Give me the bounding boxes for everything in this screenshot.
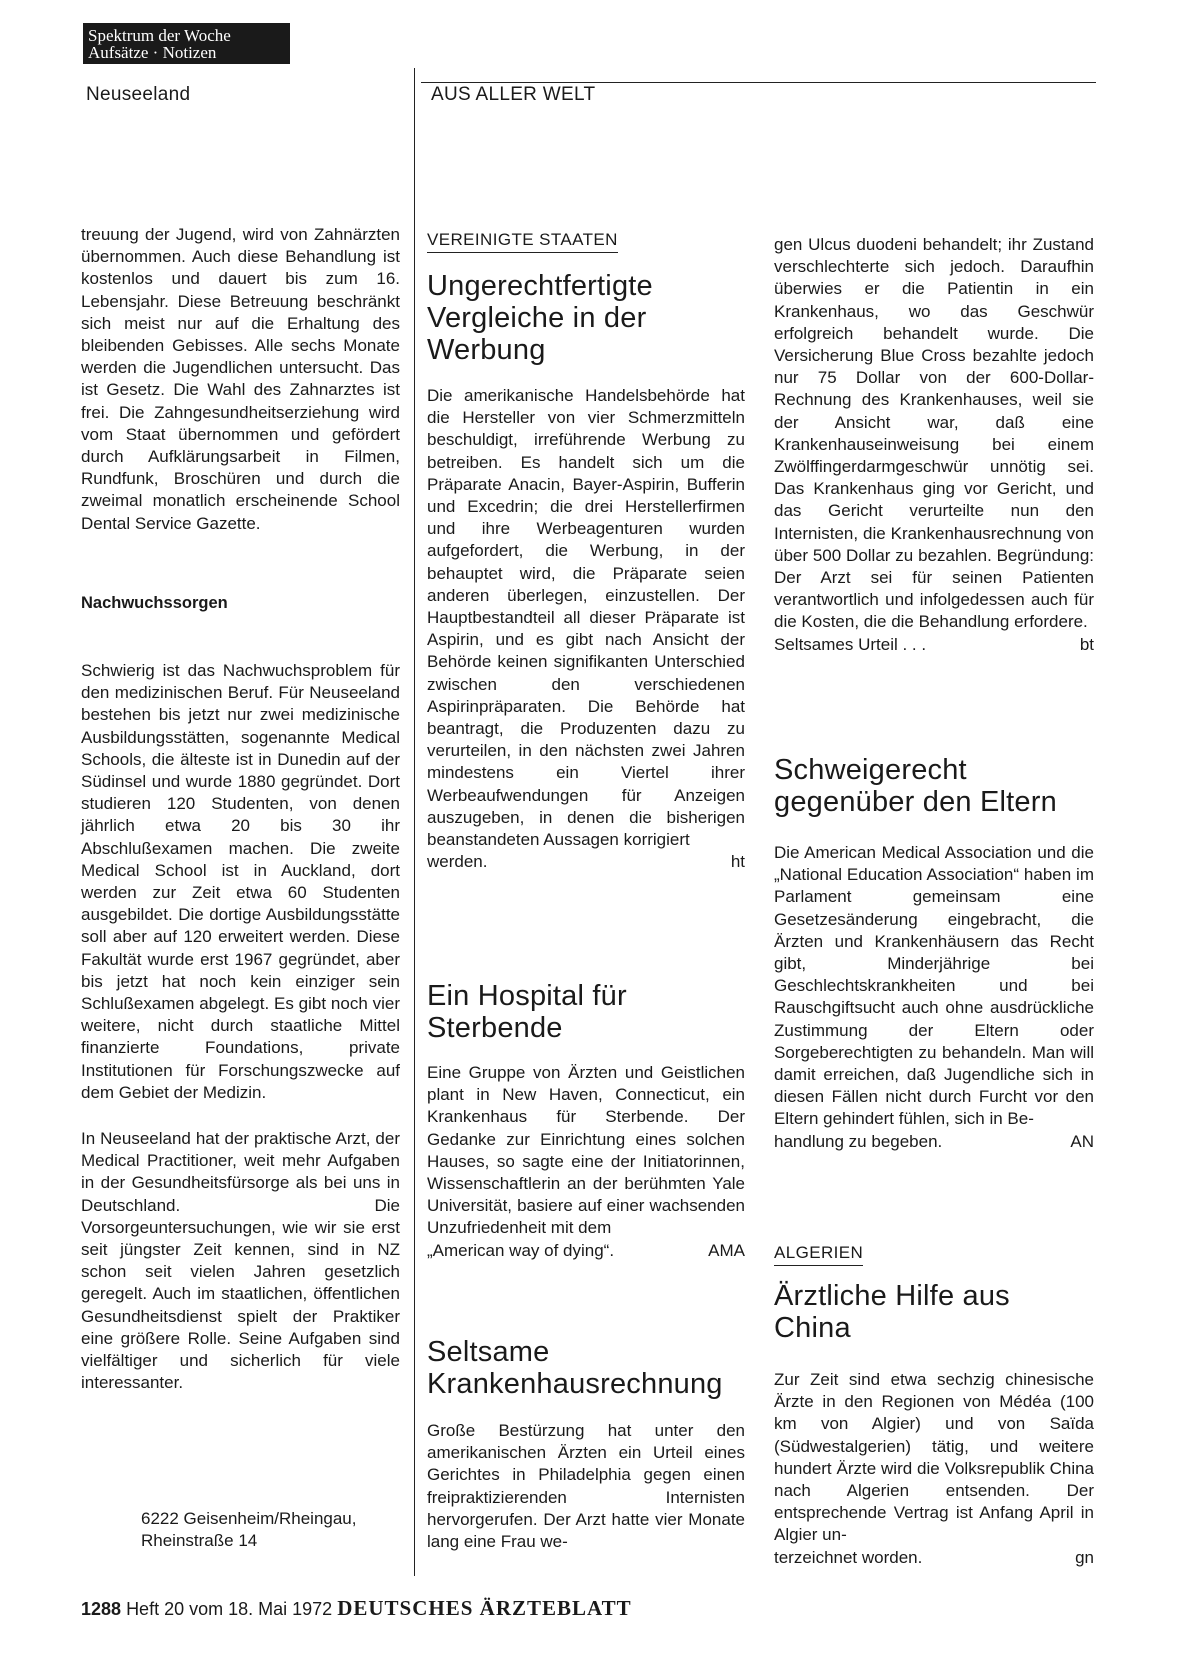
headline-krankenhausrechnung: Seltsame Krankenhausrechnung <box>427 1336 723 1400</box>
page-number: 1288 <box>81 1599 122 1619</box>
article-werbung-last-line: werden. <box>427 852 488 872</box>
headline-werbung: Ungerechtfertigte Vergleiche in der Werbung <box>427 270 653 366</box>
article-china-body: Zur Zeit sind etwa sechzig chinesische Ärzte in den Regionen von Médéa (100 km von Algier) und von Saïda (Südwestalgerien) tätig, und weitere hundert Ärzte wird die Volksrepublik China nach Algerien entsenden. Der entsprechende Vertrag ist Anfang April in Algier un- <box>774 1370 1094 1545</box>
section-header-badge <box>83 23 290 64</box>
article-krankenhausrechnung-continued-body: gen Ulcus duodeni behandelt; ihr Zustand verschlechterte sich jedoch. Daraufhin überwies er die Patientin in ein Krankenhaus, wo das Geschwür erfolgreich behandelt wurde. Die Versicherung Blue Cross bezahlte jedoch nur 75 Dollar von der 600-Dollar-Rechnung des Krankenhauses, weil sie der Ansicht war, daß eine Krankenhauseinweisung bei einem Zwölffingerdarmgeschwür unnötig sei. Das Krankenhaus ging vor Gericht, und das Gericht verurteilte nun den Internisten, die Krankenhausrechnung von über 500 Dollar zu bezahlen. Begründung: Der Arzt sei für seinen Patienten verantwortlich und infolgedessen auch für die Kosten, die die Behandlung erfordere. <box>774 235 1094 632</box>
article-werbung <box>427 385 745 873</box>
article-china-signature: gn <box>1075 1547 1094 1567</box>
article-krankenhausrechnung-body: Große Bestürzung hat unter den amerikanischen Ärzten ein Urteil eines Gerichtes in Philadelphia gegen einen freipraktizierenden Internisten hervorgerufen. Der Arzt hatte vier Monate lang eine Frau we- <box>427 1421 745 1552</box>
author-address <box>141 1508 401 1552</box>
article-schweigerecht-signature: AN <box>1070 1131 1094 1151</box>
column-1-part-4 <box>81 1128 400 1394</box>
column-1-part-1 <box>81 224 400 535</box>
article-schweigerecht-last-line: handlung zu begeben. <box>774 1131 943 1151</box>
section-label-right: AUS ALLER WELT <box>431 84 596 105</box>
article-schweigerecht <box>774 842 1094 1153</box>
article-krankenhausrechnung-last-line: Seltsames Urteil . . . <box>774 634 927 654</box>
article-hospital-last-line: „American way of dying“. <box>427 1240 615 1260</box>
section-label-left: Neuseeland <box>86 84 191 105</box>
article-krankenhausrechnung-continued <box>774 234 1094 656</box>
article-hospital-body: Eine Gruppe von Ärzten und Geistlichen plant in New Haven, Connecticut, ein Krankenhaus für Sterbende. Der Gedanke zur Einrichtung eines solchen Hauses, so sagte eine der Initiatorinnen, Wissenschaftlerin an der berühmten Yale Universität, basiere auf einer wachsenden Unzufriedenheit mit dem <box>427 1063 745 1238</box>
subheading-nachwuchssorgen: Nachwuchssorgen <box>81 594 228 612</box>
header-line-1: Spektrum der Woche <box>88 26 231 45</box>
col1-paragraph-2: Schwierig ist das Nachwuchsproblem für den medizinischen Beruf. Für Neuseeland bestehen bis jetzt nur zwei medizinische Ausbildungsstätten, sogenannte Medical Schools, die älteste ist in Dunedin auf der Südinsel und wurde 1880 gegründet. Dort studieren 120 Studenten, von denen jährlich etwa 20 bis 30 ihr Abschlußexamen machen. Die zweite Medical School ist in Auckland, dort werden zur Zeit etwa 60 Studenten ausgebildet. Die dortige Ausbildungsstätte soll aber auf 120 erweitert werden. Diese Fakultät wurde erst 1967 gegründet, aber bis jetzt hat noch kein einziger sein Schlußexamen abgelegt. Es gibt noch vier weitere, nicht durch staatliche Mittel finanzierte Foundations, private Institutionen für Forschungszwecke auf dem Gebiet der Medizin. <box>81 661 400 1102</box>
address-line-1: 6222 Geisenheim/Rheingau, <box>141 1509 357 1528</box>
article-krankenhausrechnung-signature: bt <box>1079 634 1094 654</box>
top-rule <box>421 82 1096 83</box>
address-line-2: Rheinstraße 14 <box>141 1531 258 1550</box>
article-krankenhausrechnung <box>427 1420 745 1553</box>
article-werbung-signature: ht <box>730 852 745 872</box>
kicker-vereinigte-staaten: VEREINIGTE STAATEN <box>427 230 618 253</box>
header-line-2: Aufsätze · Notizen <box>88 43 217 62</box>
article-schweigerecht-body: Die American Medical Association und die „National Education Association“ haben im Parlament gemeinsam eine Gesetzesänderung eingebracht, die Ärzten und Krankenhäusern das Recht gibt, Minderjährige bei Geschlechtskrankheiten und bei Rauschgiftsucht auch ohne ausdrückliche Zustimmung der Eltern oder Sorgeberechtigten zu behandeln. Man will damit erreichen, daß Jugendliche sich in diesen Fällen nicht durch Furcht vor den Eltern gehindert fühlen, sich in Be- <box>774 843 1094 1129</box>
col1-paragraph-3: In Neuseeland hat der praktische Arzt, der Medical Practitioner, weit mehr Aufgaben in der Gesundheitsfürsorge als bei uns in Deutschland. Die Vorsorgeuntersuchungen, wie wir sie erst seit jüngster Zeit kennen, sind in NZ schon seit vielen Jahren gesetzlich geregelt. Auch im staatlichen, öffentlichen Gesundheitsdienst spielt der Praktiker eine größere Rolle. Seine Aufgaben sind vielfältiger und sicherlich für viele interessanter. <box>81 1129 400 1393</box>
article-hospital <box>427 1062 745 1262</box>
article-hospital-signature: AMA <box>708 1240 745 1260</box>
column-divider <box>414 68 415 1576</box>
issue-info: Heft 20 vom 18. Mai 1972 <box>126 1599 333 1619</box>
column-1-part-3 <box>81 660 400 1104</box>
column-1-part-2 <box>81 592 400 614</box>
kicker-algerien: ALGERIEN <box>774 1243 863 1266</box>
headline-china: Ärztliche Hilfe aus China <box>774 1280 1010 1344</box>
col1-paragraph-1: treuung der Jugend, wird von Zahnärzten übernommen. Auch diese Behandlung ist kostenlos und dauert bis zum 16. Lebensjahr. Diese Betreuung beschränkt sich meist nur auf die Erhaltung des bleibenden Gebisses. Alle sechs Monate werden die Jugendlichen untersucht. Das ist Gesetz. Die Wahl des Zahnarztes ist frei. Die Zahngesundheitserziehung wird vom Staat übernommen und gefördert durch Aufklärungsarbeit in Filmen, Rundfunk, Broschüren und durch die zweimal monatlich erscheinende School Dental Service Gazette. <box>81 225 400 533</box>
article-china <box>774 1369 1094 1569</box>
article-werbung-body: Die amerikanische Handelsbehörde hat die Hersteller von vier Schmerzmitteln beschuldigt, irreführende Werbung zu betreiben. Es handelt sich um die Präparate Anacin, Bayer-Aspirin, Bufferin und Excedrin; die drei Herstellerfirmen und ihre Werbeagenturen wurden aufgefordert, die Werbung, in der behauptet wird, die Präparate seien anderen überlegen, einzustellen. Der Hauptbestandteil all dieser Präparate ist Aspirin, und es gibt nach Ansicht der Behörde keinen signifikanten Unterschied zwischen den verschiedenen Aspirinpräparaten. Die Behörde hat beantragt, die Produzenten dazu zu verurteilen, in den nächsten zwei Jahren mindestens ein Viertel ihrer Werbeaufwendungen für Anzeigen auszugeben, in denen die bisherigen beanstandeten Aussagen korrigiert <box>427 386 745 850</box>
publication-name: DEUTSCHES ÄRZTEBLATT <box>337 1596 632 1620</box>
headline-hospital: Ein Hospital für Sterbende <box>427 980 627 1044</box>
headline-schweigerecht: Schweigerecht gegenüber den Eltern <box>774 754 1057 818</box>
article-china-last-line: terzeichnet worden. <box>774 1547 923 1567</box>
page-footer <box>81 1596 632 1621</box>
